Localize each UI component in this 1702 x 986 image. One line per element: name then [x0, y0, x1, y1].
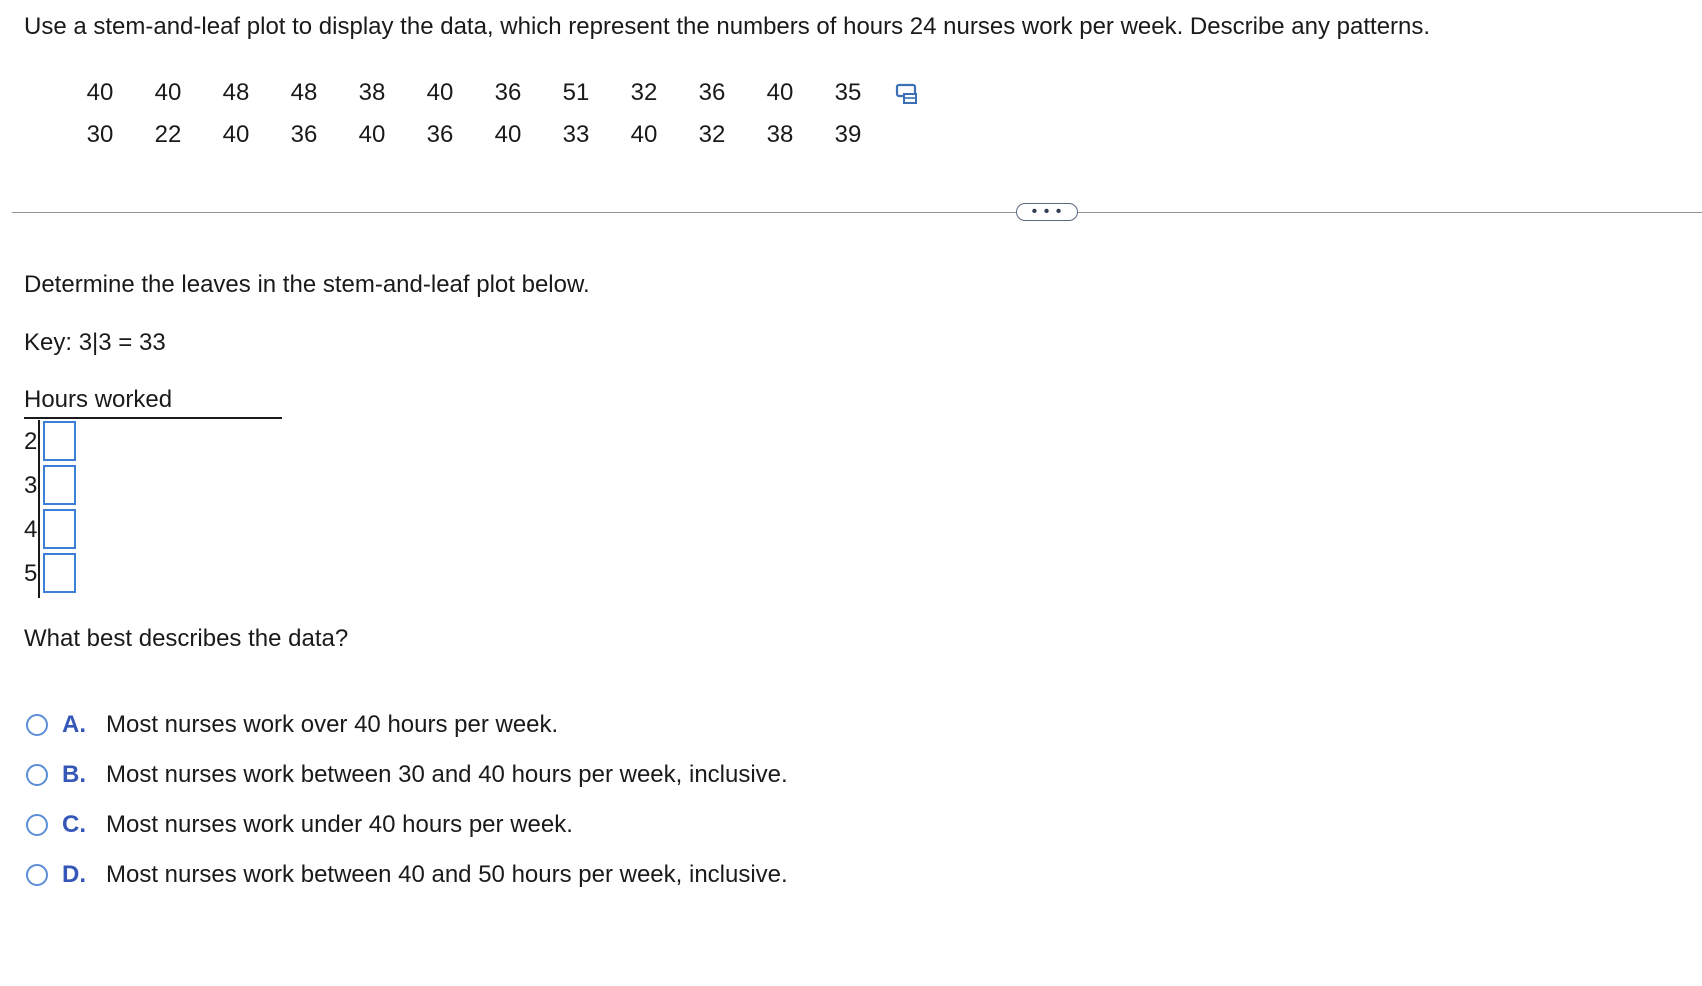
option-letter: B. — [62, 761, 86, 788]
stem-label: 3 — [24, 472, 38, 499]
option-text: Most nurses work over 40 hours per week. — [106, 711, 559, 738]
data-value: 33 — [562, 121, 590, 148]
data-value: 38 — [358, 79, 386, 106]
leaf-input-5[interactable] — [43, 553, 76, 593]
stem-row — [24, 421, 84, 463]
data-row — [66, 114, 882, 156]
data-value: 40 — [86, 79, 114, 106]
data-value: 40 — [426, 79, 454, 106]
data-value: 40 — [766, 79, 794, 106]
option-text: Most nurses work under 40 hours per week. — [106, 811, 573, 838]
data-value: 39 — [834, 121, 862, 148]
option-d[interactable] — [26, 850, 788, 900]
option-letter: A. — [62, 711, 86, 738]
option-a[interactable] — [26, 700, 788, 750]
leaf-input-2[interactable] — [43, 421, 76, 461]
radio-button[interactable] — [26, 714, 48, 736]
data-value: 36 — [494, 79, 522, 106]
data-value: 40 — [494, 121, 522, 148]
data-value: 30 — [86, 121, 114, 148]
data-value: 32 — [698, 121, 726, 148]
leaf-input-4[interactable] — [43, 509, 76, 549]
data-value: 38 — [766, 121, 794, 148]
data-value: 40 — [154, 79, 182, 106]
data-value: 36 — [698, 79, 726, 106]
radio-button[interactable] — [26, 864, 48, 886]
data-value: 48 — [290, 79, 318, 106]
data-value: 36 — [290, 121, 318, 148]
instruction-text: Determine the leaves in the stem-and-leaf plot below. — [24, 271, 590, 298]
data-value: 40 — [358, 121, 386, 148]
leaf-input-3[interactable] — [43, 465, 76, 505]
option-b[interactable] — [26, 750, 788, 800]
option-c[interactable] — [26, 800, 788, 850]
stem-row — [24, 465, 84, 507]
data-value: 48 — [222, 79, 250, 106]
stem-row — [24, 553, 84, 595]
describe-question: What best describes the data? — [24, 625, 349, 652]
section-divider — [12, 212, 1702, 213]
data-row — [66, 72, 882, 114]
data-value: 22 — [154, 121, 182, 148]
answer-options — [26, 700, 788, 900]
stem-label: 2 — [24, 428, 38, 455]
data-value: 40 — [630, 121, 658, 148]
option-text: Most nurses work between 40 and 50 hours per week, inclusive. — [106, 861, 788, 888]
stem-label: 4 — [24, 516, 38, 543]
stem-row — [24, 509, 84, 551]
radio-button[interactable] — [26, 814, 48, 836]
data-table — [66, 72, 882, 156]
option-letter: D. — [62, 861, 86, 888]
data-value: 40 — [222, 121, 250, 148]
data-value: 51 — [562, 79, 590, 106]
plot-title-rule — [24, 417, 282, 419]
more-options-icon: • • • — [1031, 203, 1063, 220]
option-text: Most nurses work between 30 and 40 hours per week, inclusive. — [106, 761, 788, 788]
radio-button[interactable] — [26, 764, 48, 786]
copy-data-icon[interactable] — [895, 83, 921, 105]
plot-title: Hours worked — [24, 386, 173, 413]
data-value: 32 — [630, 79, 658, 106]
option-letter: C. — [62, 811, 86, 838]
question-text: Use a stem-and-leaf plot to display the data, which represent the numbers of hours 24 nurses work per week. Describe any patterns. — [24, 13, 1431, 40]
data-value: 35 — [834, 79, 862, 106]
plot-key: Key: 3|3 = 33 — [24, 329, 166, 356]
stem-label: 5 — [24, 560, 38, 587]
more-options-button[interactable] — [1016, 203, 1078, 221]
data-value: 36 — [426, 121, 454, 148]
